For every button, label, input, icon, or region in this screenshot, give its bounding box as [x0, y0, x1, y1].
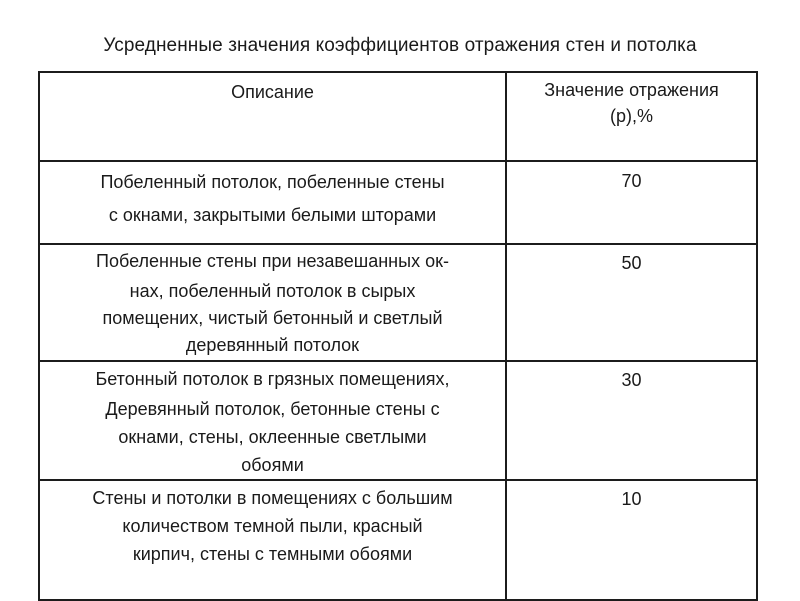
row-value: 30	[621, 370, 642, 390]
table-row	[40, 245, 756, 362]
header-value-label-line1: Значение отражения	[544, 80, 719, 100]
page-title: Усредненные значения коэффициентов отражения стен и потолка	[103, 35, 697, 56]
row-value: 50	[621, 253, 642, 273]
row-description-line: помещених, чистый бетонный и светлый	[102, 308, 443, 328]
row-description-line: Побеленные стены при незавешанных ок-	[96, 251, 449, 271]
row-description-line: количеством темной пыли, красный	[122, 516, 423, 536]
table-row	[40, 362, 756, 481]
row-description-line: нах, побеленный потолок в сырых	[129, 281, 416, 301]
row-description	[40, 245, 505, 359]
row-description-line: окнами, стены, оклеенные светлыми	[118, 427, 427, 447]
header-description-label: Описание	[231, 82, 314, 102]
row-description-line: Стены и потолки в помещениях с большим	[92, 488, 453, 508]
header-value-label-line2: (р),%	[609, 106, 653, 126]
row-description-line: Побеленный потолок, побеленные стены	[100, 172, 445, 192]
table-row	[40, 162, 756, 245]
row-description-line: обоями	[241, 455, 304, 475]
row-value: 10	[621, 489, 642, 509]
row-description	[40, 362, 505, 479]
row-description-line: Бетонный потолок в грязных помещениях,	[95, 369, 450, 389]
table-header-row	[40, 73, 756, 162]
row-description-line: деревянный потолок	[185, 335, 360, 355]
row-description-line: Деревянный потолок, бетонные стены с	[105, 399, 440, 419]
table-row	[40, 481, 756, 601]
reflection-table	[38, 71, 758, 601]
row-description-line: кирпич, стены с темными обоями	[132, 544, 413, 564]
row-description	[40, 162, 505, 232]
header-description	[40, 73, 505, 107]
row-description	[40, 481, 505, 568]
row-description-line: с окнами, закрытыми белыми шторами	[108, 205, 437, 225]
header-value	[507, 73, 756, 129]
row-value: 70	[621, 171, 642, 191]
